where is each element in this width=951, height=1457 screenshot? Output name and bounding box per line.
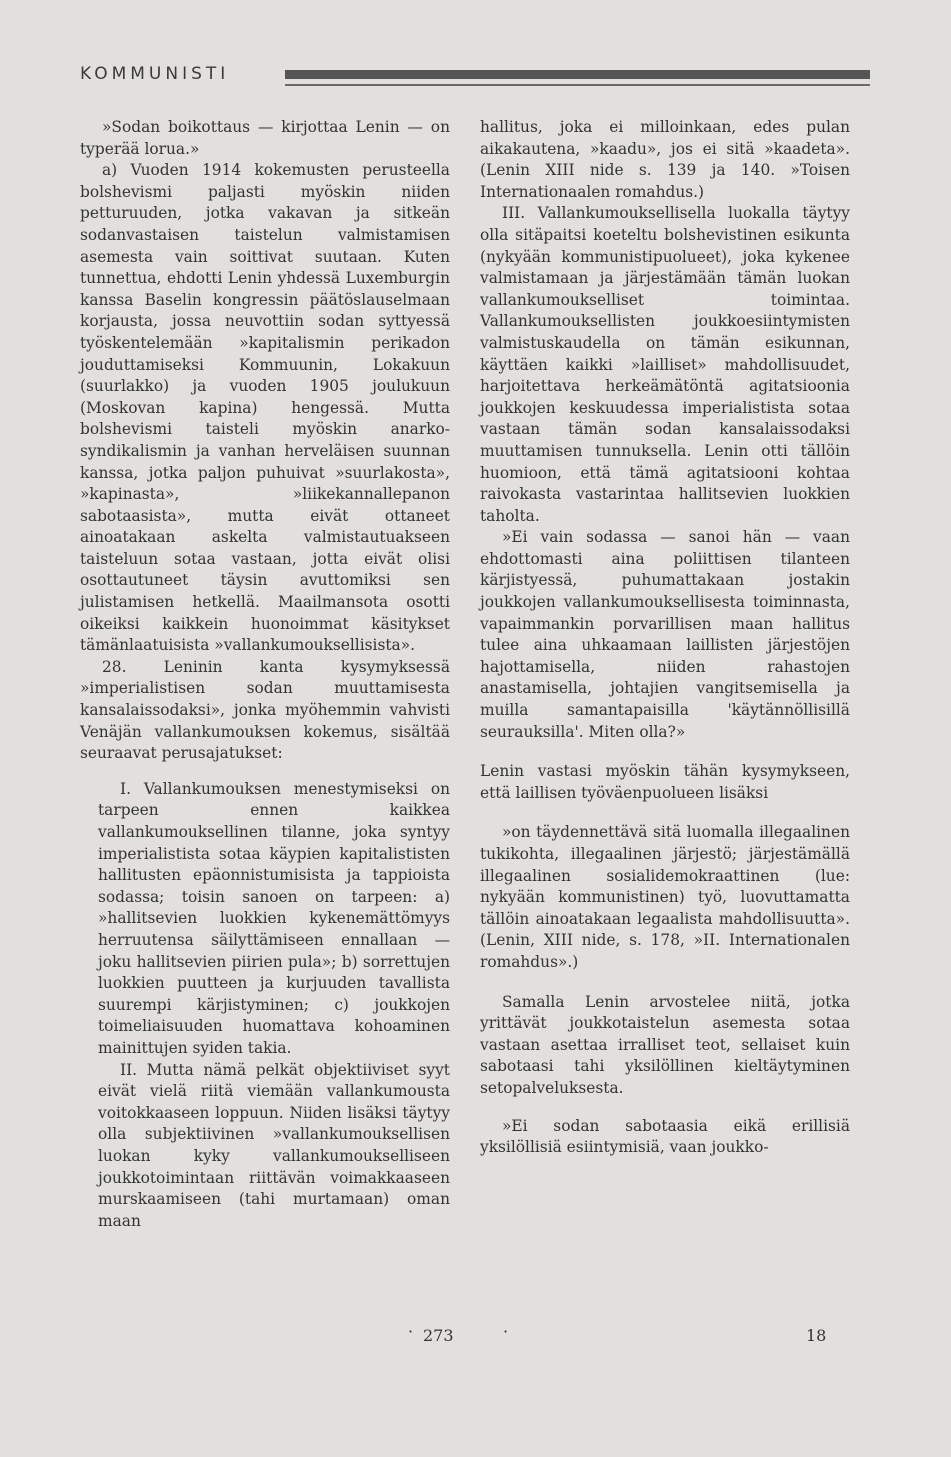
paragraph-r5: »on täydennettävä sitä luomalla illegaalinen tukikohta, illegaalinen järjestö; järjestämällä illegaalinen sosialidemokraattinen (lue: nykyään kommunistinen) työ, luovuttamatta tällöin ainoatakaan legaalista mahdollisuutta». (Lenin, XIII nide, s. 178, »II. Internationalen romahdus».) xyxy=(480,823,850,971)
paragraph-l2: a) Vuoden 1914 kokemusten perusteella bolshevismi paljasti myöskin niiden petturuuden, jotka vakavan ja sitkeän sodanvastaisen taistelun valmistamisen asemesta vain soittivat suutaan. Kuten tunnettua, ehdotti Lenin yhdessä Luxemburgin kanssa Baselin kongressin päätöslauselmaan korjausta, jossa neuvottiin sodan syttyessä työskentelemään »kapitalismin perikadon jouduttamiseksi Kommuunin, Lokakuun (suurlakko) ja vuoden 1905 joulukuun (Moskovan kapina) hengessä. Mutta bolshevismi taisteli myöskin anarko-syndikalismin ja vanhan herveläisen suunnan kanssa, jotka paljon puhuivat »suurlakosta», »kapinasta», »liikekannallepanon sabotaasista», mutta eivät ottaneet ainoatakaan askelta valmistautuakseen taisteluun sotaa vastaan, jotta eivät olisi osottautuneet täysin avuttomiksi sen julistamisen hetkellä. Maailmansota osotti oikeiksi kaikkein huonoimmat käsitykset tämänlaatuisista »vallankumouksellisista». xyxy=(80,161,450,655)
sheet-number: 18 xyxy=(806,1326,827,1345)
paragraph-l5: II. Mutta nämä pelkät objektiiviset syyt eivät vielä riitä viemään vallankumousta voitokkaaseen loppuun. Niiden lisäksi täytyy olla subjektiivinen »vallankumouksellisen luokan kyky vallankumoukselliseen joukkotoimintaan riittävän voimakkaaseen murskaamiseen (tahi murtamaan) oman maan xyxy=(98,1060,450,1230)
paragraph-r6: Samalla Lenin arvostelee niitä, jotka yrittävät joukkotaistelun asemesta sotaa vastaan asettaa irralliset teot, sellaiset kuin sabotaasi tahi yksilöllinen kieltäytyminen setopalveluksesta. xyxy=(480,992,850,1097)
paragraph-r7: »Ei sodan sabotaasia eikä erillisiä yksilöllisiä esiintymisiä, vaan joukko- xyxy=(480,1116,850,1157)
paragraph-l4: I. Vallankumouksen menestymiseksi on tarpeen ennen kaikkea vallankumouksellinen tilanne, joka syntyy imperialistista sotaa käypien kapitalististen hallitusten epäonnistumisista ja tappioista sodassa; toisin sanoen on tarpeen: a) »hallitsevien luokkien kykenemättömyys herruutensa säilyttämiseen ennallaan — joku hallitsevien piirien pula»; b) sorrettujen luokkien puutteen ja kurjuuden tavallista suurempi kärjistyminen; c) joukkojen toimeliaisuuden huomattava kohoaminen mainittujen syiden takia. xyxy=(98,779,450,1057)
paragraph-r2: III. Vallankumouksellisella luokalla täytyy olla sitäpaitsi koeteltu bolshevistinen esikunta (nykyään kommunistipuolueet), joka kykenee valmistamaan ja järjestämään tämän luokan vallankumoukselliset toimintaa. Vallankumouksellisten joukkoesiintymisten valmistuskaudella on tämän esikunnan, käyttäen kaikki »lailliset» mahdollisuudet, harjoitettava herkeämätöntä agitatsioonia joukkojen keskuudessa imperialistista sotaa vastaan tämän sodan kansalaissodaksi muuttamisen tunnuksella. Lenin otti tällöin huomioon, että tämä agitatsiooni kohtaa raivokasta vastarintaa hallitsevien luokkien taholta. xyxy=(480,204,850,525)
paragraph-r3: »Ei vain sodassa — sanoi hän — vaan ehdottomasti aina poliittisen tilanteen kärjistyessä, puhumattakaan jostakin joukkojen vallankumouksellisesta toiminnasta, vapaimmankin porvarillisen maan hallitus tulee aina uhkaamaan laillisten järjestöjen hajottamisella, niiden rahastojen anastamisella, johtajien vangitsemisella ja muilla samantapaisilla 'käytännöllisillä seurauksilla'. Miten olla?» xyxy=(480,528,850,741)
paragraph-r4: Lenin vastasi myöskin tähän kysymykseen, että laillisen työväenpuolueen lisäksi xyxy=(480,762,850,802)
right-column xyxy=(480,117,850,1159)
journal-title: KOMMUNISTI xyxy=(80,64,230,84)
header-rule-thin xyxy=(285,84,870,86)
header-rule-thick xyxy=(285,70,870,79)
paragraph-l1: »Sodan boikottaus — kirjottaa Lenin — on typerää lorua.» xyxy=(80,118,450,158)
footer-dot-right: · xyxy=(503,1322,509,1341)
left-column xyxy=(80,117,450,1232)
footer-dot-left: · xyxy=(408,1322,414,1341)
paragraph-r1: hallitus, joka ei milloinkaan, edes pulan aikakautena, »kaadu», jos ei sitä »kaadeta». (Lenin XIII nide s. 139 ja 140. »Toisen Internationaalen romahdus.) xyxy=(480,118,850,201)
page-number: 273 xyxy=(423,1326,454,1345)
paragraph-l3: 28. Leninin kanta kysymyksessä »imperialistisen sodan muuttamisesta kansalaissodaksi», jonka myöhemmin vahvisti Venäjän vallankumouksen kokemus, sisältää seuraavat perusajatukset: xyxy=(80,657,450,763)
page-header xyxy=(80,60,870,96)
